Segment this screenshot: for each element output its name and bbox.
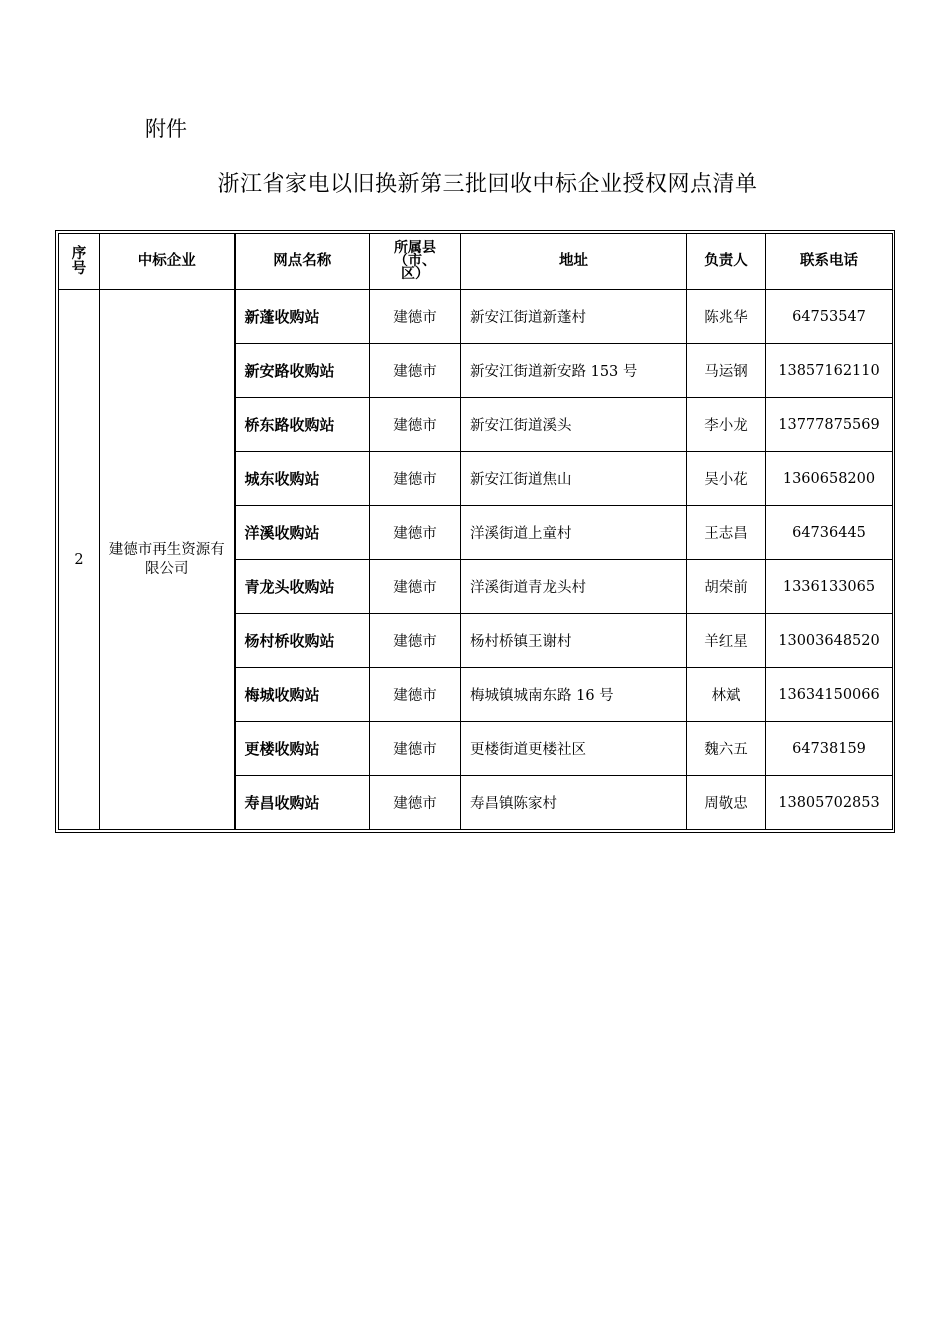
person: 胡荣前 (687, 560, 766, 614)
table-header-row (59, 234, 893, 290)
header-county-line1: 所属县 (394, 240, 436, 256)
header-company: 中标企业 (100, 234, 235, 290)
station-name: 洋溪收购站 (235, 506, 370, 560)
header-address: 地址 (461, 234, 687, 290)
header-county-line2: （市、 (394, 253, 436, 269)
station-name: 新蓬收购站 (235, 290, 370, 344)
station-name: 更楼收购站 (235, 722, 370, 776)
phone: 13805702853 (766, 776, 893, 830)
address: 新安江街道新安路 153 号 (461, 344, 687, 398)
table-row (59, 290, 893, 344)
phone: 64753547 (766, 290, 893, 344)
address: 新安江街道新蓬村 (461, 290, 687, 344)
station-name: 梅城收购站 (235, 668, 370, 722)
station-name: 寿昌收购站 (235, 776, 370, 830)
county: 建德市 (370, 776, 461, 830)
person: 吴小花 (687, 452, 766, 506)
person: 魏六五 (687, 722, 766, 776)
header-station: 网点名称 (235, 234, 370, 290)
person: 周敬忠 (687, 776, 766, 830)
station-name: 城东收购站 (235, 452, 370, 506)
county: 建德市 (370, 722, 461, 776)
attachment-label: 附件 (145, 117, 187, 141)
station-table-frame (55, 230, 895, 833)
phone: 1336133065 (766, 560, 893, 614)
header-county-line3: 区） (401, 266, 429, 282)
person: 李小龙 (687, 398, 766, 452)
county: 建德市 (370, 398, 461, 452)
phone: 13003648520 (766, 614, 893, 668)
county: 建德市 (370, 290, 461, 344)
seq-cell: 2 (59, 290, 100, 830)
person: 王志昌 (687, 506, 766, 560)
phone: 13857162110 (766, 344, 893, 398)
address: 更楼街道更楼社区 (461, 722, 687, 776)
address: 寿昌镇陈家村 (461, 776, 687, 830)
phone: 13634150066 (766, 668, 893, 722)
address: 洋溪街道上童村 (461, 506, 687, 560)
address: 杨村桥镇王谢村 (461, 614, 687, 668)
county: 建德市 (370, 668, 461, 722)
address: 洋溪街道青龙头村 (461, 560, 687, 614)
station-name: 桥东路收购站 (235, 398, 370, 452)
header-person: 负责人 (687, 234, 766, 290)
station-name: 杨村桥收购站 (235, 614, 370, 668)
station-table (58, 233, 893, 830)
person: 羊红星 (687, 614, 766, 668)
person: 马运钢 (687, 344, 766, 398)
county: 建德市 (370, 614, 461, 668)
address: 新安江街道溪头 (461, 398, 687, 452)
header-county (370, 234, 461, 290)
address: 梅城镇城南东路 16 号 (461, 668, 687, 722)
county: 建德市 (370, 344, 461, 398)
phone: 64738159 (766, 722, 893, 776)
header-phone: 联系电话 (766, 234, 893, 290)
address: 新安江街道焦山 (461, 452, 687, 506)
phone: 1360658200 (766, 452, 893, 506)
person: 陈兆华 (687, 290, 766, 344)
station-name: 青龙头收购站 (235, 560, 370, 614)
person: 林斌 (687, 668, 766, 722)
header-seq: 序号 (59, 234, 100, 290)
county: 建德市 (370, 506, 461, 560)
phone: 13777875569 (766, 398, 893, 452)
page-title: 浙江省家电以旧换新第三批回收中标企业授权网点清单 (217, 172, 758, 197)
phone: 64736445 (766, 506, 893, 560)
county: 建德市 (370, 452, 461, 506)
station-name: 新安路收购站 (235, 344, 370, 398)
county: 建德市 (370, 560, 461, 614)
company-cell: 建德市再生资源有限公司 (100, 290, 235, 830)
